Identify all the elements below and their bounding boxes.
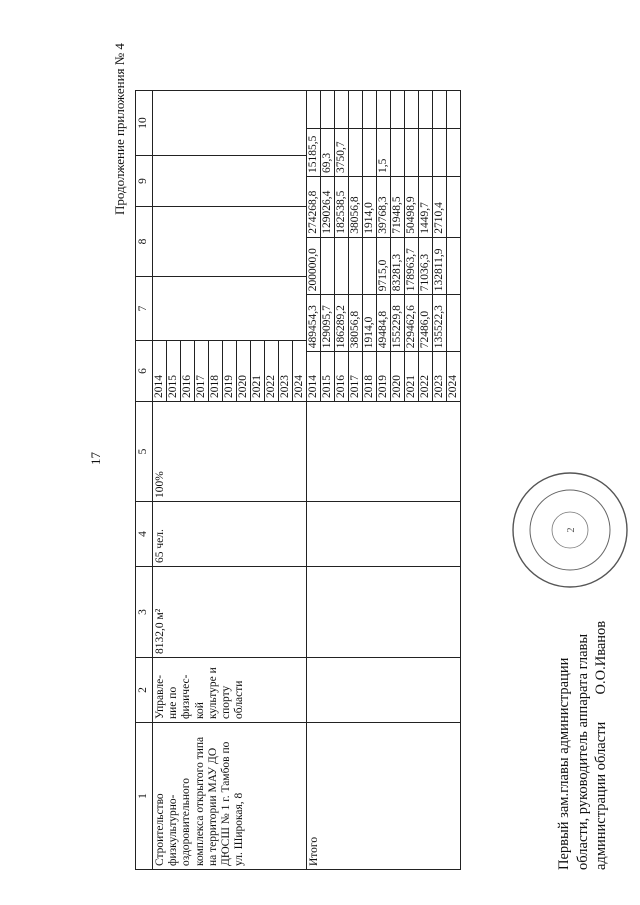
total-cell-c9: 69,3 <box>321 129 335 177</box>
total-cell-c7: 132811,9 <box>433 237 447 295</box>
total-cell-c8: 1914,0 <box>363 176 377 237</box>
total-cell-c10 <box>391 91 405 129</box>
total-cell-year: 2022 <box>419 352 433 401</box>
object-year-2024: 2024 <box>293 375 305 398</box>
total-cell-c8: 39768,3 <box>377 176 391 237</box>
total-cell-c7: 200000,0 <box>307 237 321 295</box>
object-capacity: 65 чел. <box>153 502 307 567</box>
object-year-2018: 2018 <box>209 341 223 401</box>
svg-text:2: 2 <box>566 527 577 533</box>
total-cell-c9: 15185,5 <box>307 129 321 177</box>
total-cell-c9 <box>433 129 447 177</box>
total-cell-c6: 135522,3 <box>433 295 447 352</box>
total-year-row <box>447 91 461 401</box>
header-row <box>136 91 153 870</box>
object-name: Строительство физкультурно-оздоровительного комплекса открытого типа на территории МАУ ДО ДЮСШ № 1 г. Тамбов по ул. Широкая, 8 <box>153 723 307 870</box>
total-year-row <box>321 91 335 401</box>
page-number: 17 <box>88 452 103 465</box>
col-header-4: 4 <box>136 502 153 567</box>
total-c4 <box>307 502 461 567</box>
total-cell-c9: 1,5 <box>377 129 391 177</box>
total-cell-c7: 71036,3 <box>419 237 433 295</box>
col-header-6: 6 <box>136 341 153 402</box>
col-header-9: 9 <box>136 156 153 207</box>
object-year-2021: 2021 <box>251 341 265 401</box>
total-cell-year: 2020 <box>391 352 405 401</box>
total-c5 <box>307 402 461 502</box>
total-cell-c6: 129095,7 <box>321 295 335 352</box>
investment-table <box>135 90 461 870</box>
total-cell-c7 <box>447 237 461 295</box>
total-cell-c6: 49484,8 <box>377 295 391 352</box>
total-values <box>307 91 461 402</box>
object-year-2022: 2022 <box>265 341 279 401</box>
object-year-2015: 2015 <box>167 341 181 401</box>
signature-line-1: Первый зам.главы администрации <box>556 657 572 870</box>
signature-block <box>555 621 611 870</box>
total-cell-year: 2018 <box>363 352 377 401</box>
total-c2 <box>307 658 461 723</box>
total-cell-c8: 1449,7 <box>419 176 433 237</box>
object-year-2016: 2016 <box>181 341 195 401</box>
object-c8 <box>153 207 307 277</box>
object-readiness: 100% <box>153 402 307 502</box>
total-cell-c7: 83281,3 <box>391 237 405 295</box>
signature-line-3: администрации области <box>593 721 610 870</box>
total-cell-c7 <box>349 237 363 295</box>
total-cell-c9: 3750,7 <box>335 129 349 177</box>
total-row <box>307 91 461 870</box>
total-year-row <box>363 91 377 401</box>
total-year-row <box>419 91 433 401</box>
object-row <box>153 91 307 870</box>
total-cell-year: 2017 <box>349 352 363 401</box>
object-year-2014: 2014 <box>153 341 167 401</box>
total-year-row <box>433 91 447 401</box>
total-c3 <box>307 567 461 658</box>
total-cell-c7: 178963,7 <box>405 237 419 295</box>
total-cell-c8: 2710,4 <box>433 176 447 237</box>
total-cell-c9 <box>405 129 419 177</box>
total-cell-c10 <box>335 91 349 129</box>
total-cell-c10 <box>419 91 433 129</box>
col-header-3: 3 <box>136 567 153 658</box>
col-header-7: 7 <box>136 277 153 341</box>
table-body <box>153 91 461 870</box>
total-cell-c10 <box>405 91 419 129</box>
continuation-note: Продолжение приложения № 4 <box>112 43 127 215</box>
signature-line-3-wrap <box>592 621 611 870</box>
total-year-row <box>349 91 363 401</box>
col-header-10: 10 <box>136 91 153 156</box>
total-label: Итого <box>307 723 461 870</box>
total-cell-c6: 229462,6 <box>405 295 419 352</box>
object-year-2023: 2023 <box>279 341 293 401</box>
total-cell-c7 <box>321 237 335 295</box>
total-cell-year: 2016 <box>335 352 349 401</box>
total-cell-c8: 182538,5 <box>335 176 349 237</box>
total-cell-c9 <box>363 129 377 177</box>
total-cell-c6: 489454,3 <box>307 295 321 352</box>
object-c7 <box>153 277 307 341</box>
total-cell-c8 <box>447 176 461 237</box>
object-area: 8132,0 м² <box>153 567 307 658</box>
total-cell-c10 <box>349 91 363 129</box>
object-years <box>153 341 307 402</box>
total-cell-c10 <box>307 91 321 129</box>
col-header-2: 2 <box>136 658 153 723</box>
total-year-row <box>377 91 391 401</box>
total-year-row <box>307 91 321 401</box>
col-header-8: 8 <box>136 207 153 277</box>
signatory-name: О.О.Иванов <box>593 620 610 695</box>
total-grid <box>307 91 460 401</box>
object-year-list <box>153 341 306 401</box>
object-year-2019: 2019 <box>223 341 237 401</box>
total-cell-c7 <box>363 237 377 295</box>
total-cell-c8: 274268,8 <box>307 176 321 237</box>
total-cell-c6 <box>447 295 461 352</box>
official-seal <box>510 470 630 590</box>
total-cell-c8: 129026,4 <box>321 176 335 237</box>
total-cell-c7 <box>335 237 349 295</box>
total-cell-c6: 186289,2 <box>335 295 349 352</box>
col-header-5: 5 <box>136 402 153 502</box>
object-year-2020: 2020 <box>237 341 251 401</box>
total-cell-c6: 155229,8 <box>391 295 405 352</box>
total-cell-c10 <box>321 91 335 129</box>
signature-line-2: области, руководитель аппарата главы <box>574 633 591 870</box>
object-c10 <box>153 91 307 156</box>
total-cell-c6: 72486,0 <box>419 295 433 352</box>
total-cell-c10 <box>433 91 447 129</box>
object-c9 <box>153 156 307 207</box>
total-cell-c7: 9715,0 <box>377 237 391 295</box>
total-cell-c8: 50498,9 <box>405 176 419 237</box>
total-year-row <box>335 91 349 401</box>
total-cell-year: 2023 <box>433 352 447 401</box>
total-cell-c10 <box>377 91 391 129</box>
total-cell-c10 <box>363 91 377 129</box>
total-cell-c6: 1914,0 <box>363 295 377 352</box>
total-year-row <box>391 91 405 401</box>
total-cell-year: 2015 <box>321 352 335 401</box>
total-cell-c9 <box>419 129 433 177</box>
col-header-1: 1 <box>136 723 153 870</box>
object-year-2017: 2017 <box>195 341 209 401</box>
total-cell-c8: 71948,5 <box>391 176 405 237</box>
total-cell-c9 <box>447 129 461 177</box>
object-customer: Управле-ние по физичес-кой культуре и спорту области <box>153 658 307 723</box>
total-cell-c9 <box>391 129 405 177</box>
total-cell-year: 2024 <box>447 352 461 401</box>
total-cell-year: 2014 <box>307 352 321 401</box>
total-cell-c6: 38056,8 <box>349 295 363 352</box>
total-cell-c10 <box>447 91 461 129</box>
total-cell-year: 2019 <box>377 352 391 401</box>
total-year-row <box>405 91 419 401</box>
total-cell-c8: 38056,8 <box>349 176 363 237</box>
total-cell-c9 <box>349 129 363 177</box>
total-cell-year: 2021 <box>405 352 419 401</box>
